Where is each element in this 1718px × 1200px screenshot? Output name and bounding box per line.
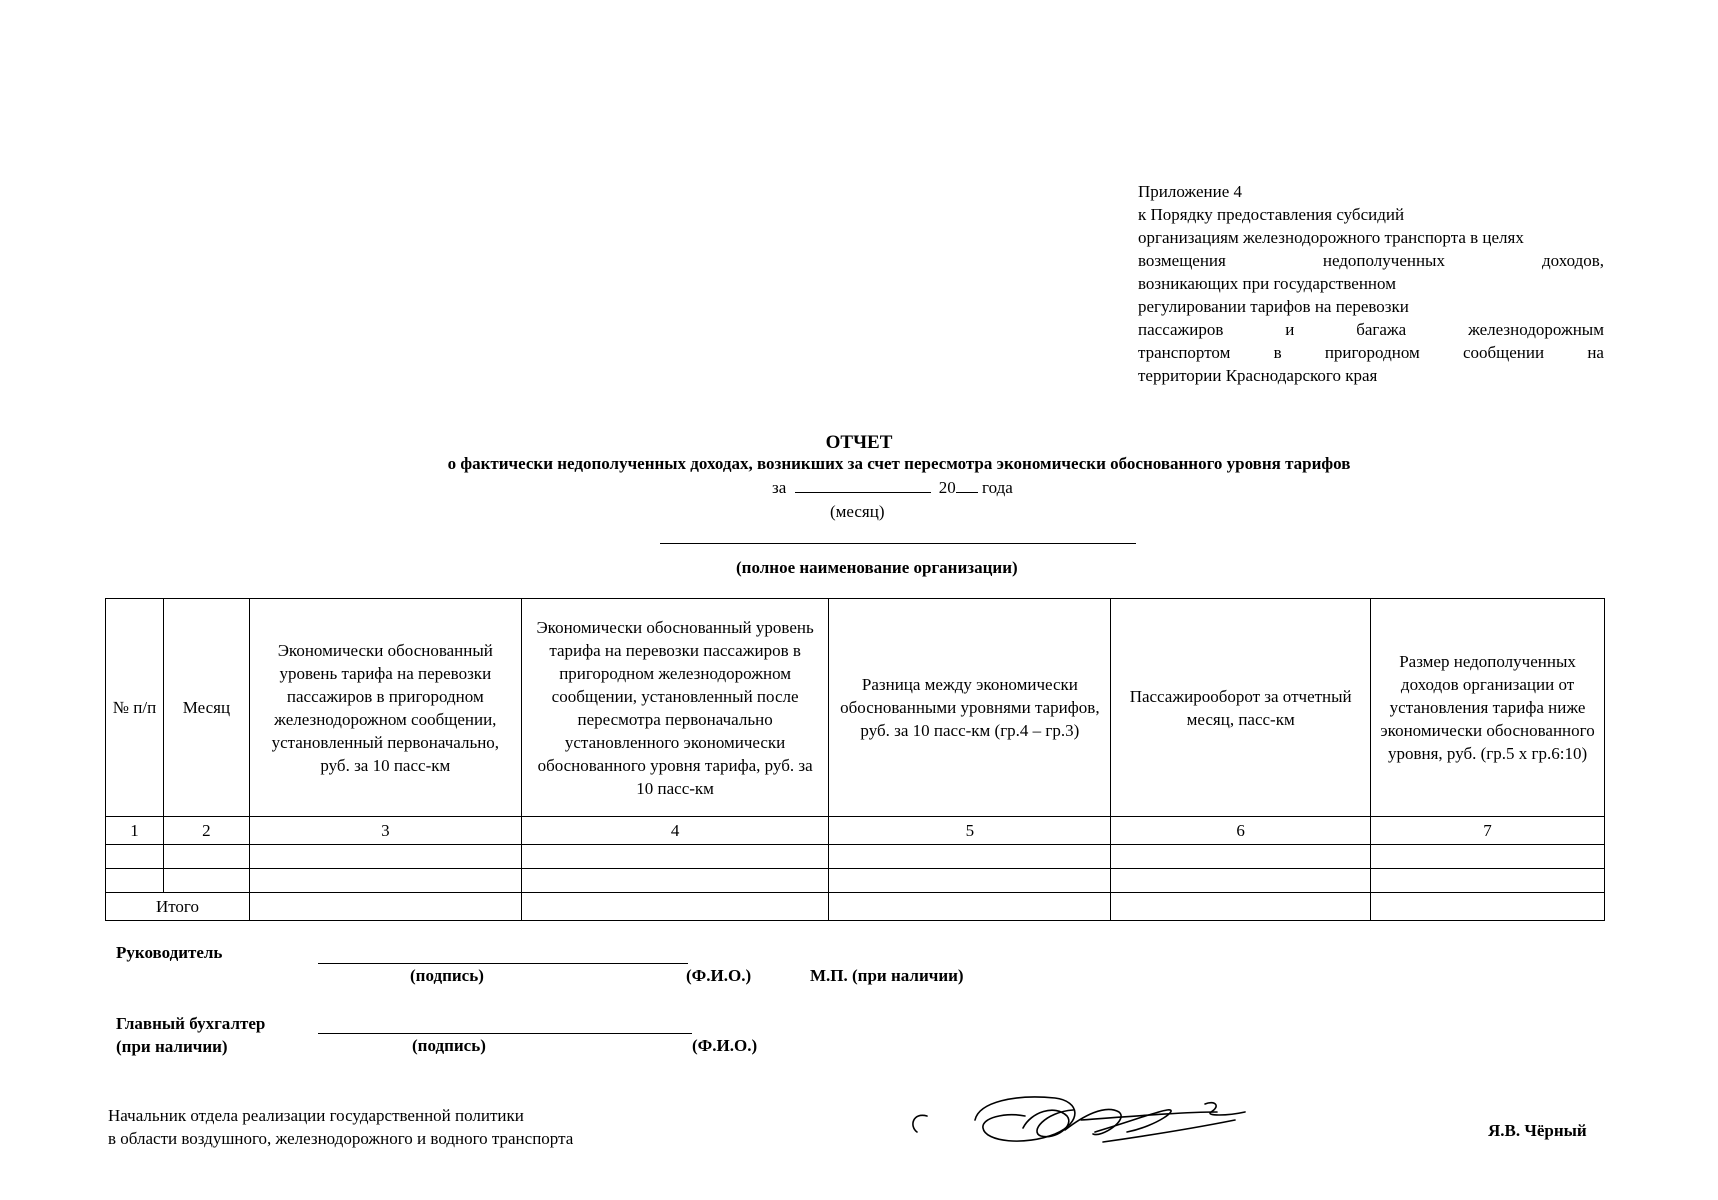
appendix-word: и — [1285, 320, 1295, 339]
table-cell[interactable] — [1111, 893, 1371, 921]
table-cell[interactable] — [163, 845, 249, 869]
signer-name: Я.В. Чёрный — [1488, 1121, 1587, 1140]
appendix-line: регулировании тарифов на перевозки — [1138, 297, 1409, 316]
appendix-line: к Порядку предоставления субсидий — [1138, 205, 1405, 224]
month-field[interactable] — [795, 478, 931, 493]
fio-caption: (Ф.И.О.) — [686, 966, 752, 985]
stamp-caption: М.П. (при наличии) — [810, 966, 964, 985]
appendix-word: доходов, — [1541, 251, 1604, 270]
signature-caption: (подпись) — [412, 1036, 486, 1055]
table-cell[interactable] — [163, 869, 249, 893]
table-cell[interactable] — [829, 893, 1111, 921]
header-cell: № п/п — [106, 599, 164, 817]
appendix-line — [1138, 249, 1604, 272]
year-field[interactable] — [956, 478, 978, 493]
handwritten-signature — [905, 1082, 1345, 1166]
appendix-word: недополученных — [1322, 251, 1445, 270]
column-number: 2 — [163, 817, 249, 845]
appendix-block — [1138, 180, 1604, 387]
accountant-note: (при наличии) — [116, 1037, 228, 1056]
appendix-word: железнодорожным — [1468, 320, 1604, 339]
appendix-word: пассажиров — [1138, 320, 1224, 339]
fio-caption: (Ф.И.О.) — [692, 1036, 758, 1055]
table-cell[interactable] — [249, 845, 521, 869]
period-prefix: за — [772, 478, 787, 497]
total-row — [106, 893, 1605, 921]
column-number: 7 — [1371, 817, 1605, 845]
appendix-word: пригородном — [1324, 343, 1420, 362]
column-number-row — [106, 817, 1605, 845]
table-cell[interactable] — [521, 893, 829, 921]
header-cell: Экономически обоснованный уровень тарифа на перевозки пассажиров в пригородном железнодорожном сообщении, установленный после пересмотра первоначально установленного экономически обоснованного уровня тарифа, руб. за 10 пасс-км — [521, 599, 829, 817]
column-number: 5 — [829, 817, 1111, 845]
column-number: 3 — [249, 817, 521, 845]
organization-name-line[interactable] — [660, 543, 1136, 544]
appendix-word: сообщении — [1462, 343, 1545, 362]
period-suffix: года — [982, 478, 1013, 497]
accountant-signature-line[interactable] — [318, 1033, 692, 1034]
appendix-line — [1138, 318, 1604, 341]
table-cell[interactable] — [829, 869, 1111, 893]
table-cell[interactable] — [521, 869, 829, 893]
table-cell[interactable] — [106, 845, 164, 869]
footer-line: Начальник отдела реализации государственной политики — [108, 1106, 524, 1125]
total-label: Итого — [106, 893, 250, 921]
signature-caption: (подпись) — [410, 966, 484, 985]
appendix-line: организациям железнодорожного транспорта в целях — [1138, 228, 1524, 247]
accountant-label: Главный бухгалтер — [116, 1014, 266, 1033]
footer-position — [108, 1104, 573, 1150]
organization-caption: (полное наименование организации) — [736, 558, 1018, 577]
table-cell[interactable] — [249, 869, 521, 893]
header-cell: Пассажирооборот за отчетный месяц, пасс-км — [1111, 599, 1371, 817]
period-year: 20 — [938, 478, 956, 497]
table-row — [106, 869, 1605, 893]
appendix-word: багажа — [1356, 320, 1407, 339]
report-title: ОТЧЕТ — [825, 432, 893, 453]
table-row — [106, 845, 1605, 869]
appendix-word: возмещения — [1138, 251, 1226, 270]
header-cell: Месяц — [163, 599, 249, 817]
report-table — [105, 598, 1605, 921]
report-subtitle: о фактически недополученных доходах, возникших за счет пересмотра экономически обоснованного уровня тарифов — [447, 454, 1351, 473]
column-number: 4 — [521, 817, 829, 845]
table-cell[interactable] — [521, 845, 829, 869]
footer-line: в области воздушного, железнодорожного и водного транспорта — [108, 1129, 574, 1148]
appendix-line — [1138, 341, 1604, 364]
table-cell[interactable] — [829, 845, 1111, 869]
table-cell[interactable] — [1111, 845, 1371, 869]
table-cell[interactable] — [1111, 869, 1371, 893]
report-period — [772, 478, 1013, 498]
header-cell: Размер недополученных доходов организации от установления тарифа ниже экономически обоснованного уровня, руб. (гр.5 х гр.6:10) — [1371, 599, 1605, 817]
table-header-row — [106, 599, 1605, 817]
appendix-word: транспортом — [1138, 343, 1231, 362]
month-caption: (месяц) — [830, 502, 885, 521]
table-cell[interactable] — [1371, 845, 1605, 869]
appendix-word: на — [1587, 343, 1604, 362]
appendix-line: территории Краснодарского края — [1138, 366, 1378, 385]
head-label: Руководитель — [116, 943, 223, 962]
table-cell[interactable] — [106, 869, 164, 893]
table-cell[interactable] — [1371, 893, 1605, 921]
table-cell[interactable] — [1371, 869, 1605, 893]
column-number: 1 — [106, 817, 164, 845]
header-cell: Экономически обоснованный уровень тарифа на перевозки пассажиров в пригородном железнодорожном сообщении, установленный первоначально, руб. за 10 пасс-км — [249, 599, 521, 817]
appendix-word: в — [1273, 343, 1282, 362]
appendix-line: Приложение 4 — [1138, 182, 1242, 201]
head-signature-line[interactable] — [318, 963, 688, 964]
appendix-line: возникающих при государственном — [1138, 274, 1396, 293]
header-cell: Разница между экономически обоснованными уровнями тарифов, руб. за 10 пасс-км (гр.4 – гр.3) — [829, 599, 1111, 817]
column-number: 6 — [1111, 817, 1371, 845]
table-cell[interactable] — [249, 893, 521, 921]
